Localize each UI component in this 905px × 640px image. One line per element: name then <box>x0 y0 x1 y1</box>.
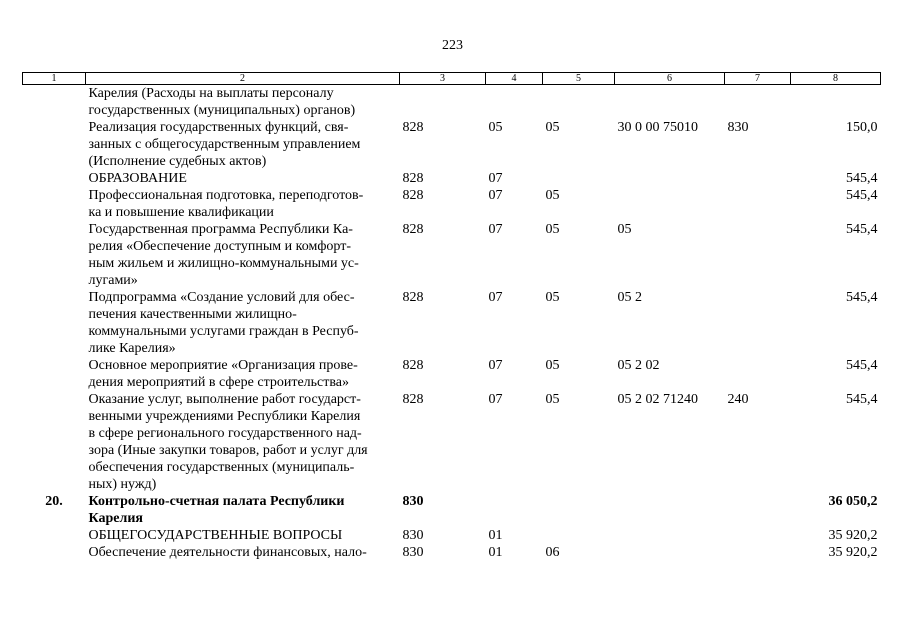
column-header: 4 <box>486 73 543 85</box>
subsection-code <box>543 170 615 187</box>
section-code: 01 <box>488 545 503 560</box>
amount: 545,4 <box>846 222 878 237</box>
column-header: 8 <box>791 73 881 85</box>
expense-code: 240 <box>727 392 749 407</box>
expense-code <box>725 544 791 561</box>
row-name: ОБРАЗОВАНИЕ <box>88 171 187 186</box>
subsection-code <box>543 85 615 120</box>
subsection-code: 05 <box>545 290 560 305</box>
expense-code <box>725 493 791 527</box>
column-number-row <box>23 73 881 85</box>
row-name: Оказание услуг, выполнение работ государст- венными учреждениями Республики Карелия в сфере регионального государственного над- зора (Иные закупки товаров, работ и услуг для обеспечения государственных (муниципаль- ных) нужд) <box>88 392 368 492</box>
target-code <box>615 85 725 120</box>
subsection-code: 06 <box>545 545 560 560</box>
subsection-code: 05 <box>545 188 560 203</box>
subsection-code: 05 <box>545 392 560 407</box>
admin-code: 828 <box>402 188 424 203</box>
column-header: 6 <box>615 73 725 85</box>
row-name: Контрольно-счетная палата Республики Карелия <box>88 494 345 526</box>
column-header: 3 <box>400 73 486 85</box>
expense-code: 830 <box>727 120 749 135</box>
admin-code: 830 <box>402 494 424 509</box>
row-number <box>23 527 86 544</box>
amount: 150,0 <box>846 120 878 135</box>
amount: 35 920,2 <box>828 545 878 560</box>
row-name: ОБЩЕГОСУДАРСТВЕННЫЕ ВОПРОСЫ <box>88 528 343 543</box>
expense-code <box>725 221 791 289</box>
section-code: 07 <box>488 222 503 237</box>
target-code <box>615 544 725 561</box>
section-code: 07 <box>488 358 503 373</box>
table-row <box>23 119 881 170</box>
amount: 36 050,2 <box>828 494 878 509</box>
row-name: Государственная программа Республики Ка- релия «Обеспечение доступным и комфорт- ным жильем и жилищно-коммунальными ус- лугами» <box>88 222 359 288</box>
table-row <box>23 221 881 289</box>
row-name: Подпрограмма «Создание условий для обес- печения качественными жилищно- коммунальными услугами граждан в Респуб- лике Карелия» <box>88 290 359 356</box>
section-code <box>486 493 543 527</box>
admin-code: 830 <box>402 545 424 560</box>
table-row <box>23 289 881 357</box>
row-number <box>23 544 86 561</box>
table-row <box>23 85 881 120</box>
section-code: 07 <box>488 188 503 203</box>
target-code: 05 2 <box>617 290 642 305</box>
column-header: 1 <box>23 73 86 85</box>
expense-code <box>725 289 791 357</box>
subsection-code <box>543 493 615 527</box>
table-row <box>23 493 881 527</box>
subsection-code: 05 <box>545 120 560 135</box>
admin-code: 828 <box>402 120 424 135</box>
column-header: 5 <box>543 73 615 85</box>
subsection-code: 05 <box>545 358 560 373</box>
row-name: Карелия (Расходы на выплаты персоналу государственных (муниципальных) органов) <box>88 86 356 118</box>
target-code: 05 2 02 <box>617 358 660 373</box>
budget-table <box>22 72 881 561</box>
row-number <box>23 391 86 493</box>
amount: 545,4 <box>846 392 878 407</box>
row-number <box>23 221 86 289</box>
amount: 545,4 <box>846 290 878 305</box>
row-name: Обеспечение деятельности финансовых, нало- <box>88 545 367 560</box>
section-code: 05 <box>488 120 503 135</box>
table-row <box>23 357 881 391</box>
row-number <box>23 170 86 187</box>
target-code <box>615 527 725 544</box>
target-code <box>615 170 725 187</box>
target-code: 30 0 00 75010 <box>617 120 698 135</box>
expense-code <box>725 85 791 120</box>
row-name: Профессиональная подготовка, переподготов- ка и повышение квалификации <box>88 188 364 220</box>
amount: 545,4 <box>846 188 878 203</box>
row-name: Основное мероприятие «Организация прове- дения мероприятий в сфере строительства» <box>88 358 358 390</box>
expense-code <box>725 170 791 187</box>
amount: 35 920,2 <box>828 528 878 543</box>
column-header: 2 <box>86 73 400 85</box>
admin-code: 830 <box>402 528 424 543</box>
row-number <box>23 85 86 120</box>
section-code: 07 <box>488 171 503 186</box>
amount: 545,4 <box>846 171 878 186</box>
row-number <box>23 289 86 357</box>
table-row <box>23 527 881 544</box>
table-row <box>23 187 881 221</box>
subsection-code <box>543 527 615 544</box>
amount <box>791 85 881 120</box>
column-header: 7 <box>725 73 791 85</box>
row-name: Реализация государственных функций, свя- занных с общегосударственным управлением (Исполнение судебных актов) <box>88 120 361 169</box>
row-number <box>23 119 86 170</box>
section-code: 07 <box>488 392 503 407</box>
section-code: 07 <box>488 290 503 305</box>
target-code <box>615 187 725 221</box>
amount: 545,4 <box>846 358 878 373</box>
admin-code: 828 <box>402 290 424 305</box>
target-code: 05 2 02 71240 <box>617 392 698 407</box>
admin-code: 828 <box>402 222 424 237</box>
subsection-code: 05 <box>545 222 560 237</box>
admin-code: 828 <box>402 171 424 186</box>
target-code: 05 <box>617 222 632 237</box>
admin-code: 828 <box>402 358 424 373</box>
table-row <box>23 544 881 561</box>
table-row <box>23 170 881 187</box>
expense-code <box>725 187 791 221</box>
expense-code <box>725 357 791 391</box>
section-code <box>486 85 543 120</box>
page-number: 223 <box>442 38 463 53</box>
admin-code <box>400 85 486 120</box>
row-number <box>23 357 86 391</box>
row-number <box>23 187 86 221</box>
expense-code <box>725 527 791 544</box>
section-code: 01 <box>488 528 503 543</box>
target-code <box>615 493 725 527</box>
admin-code: 828 <box>402 392 424 407</box>
row-number: 20. <box>45 494 63 509</box>
table-row <box>23 391 881 493</box>
